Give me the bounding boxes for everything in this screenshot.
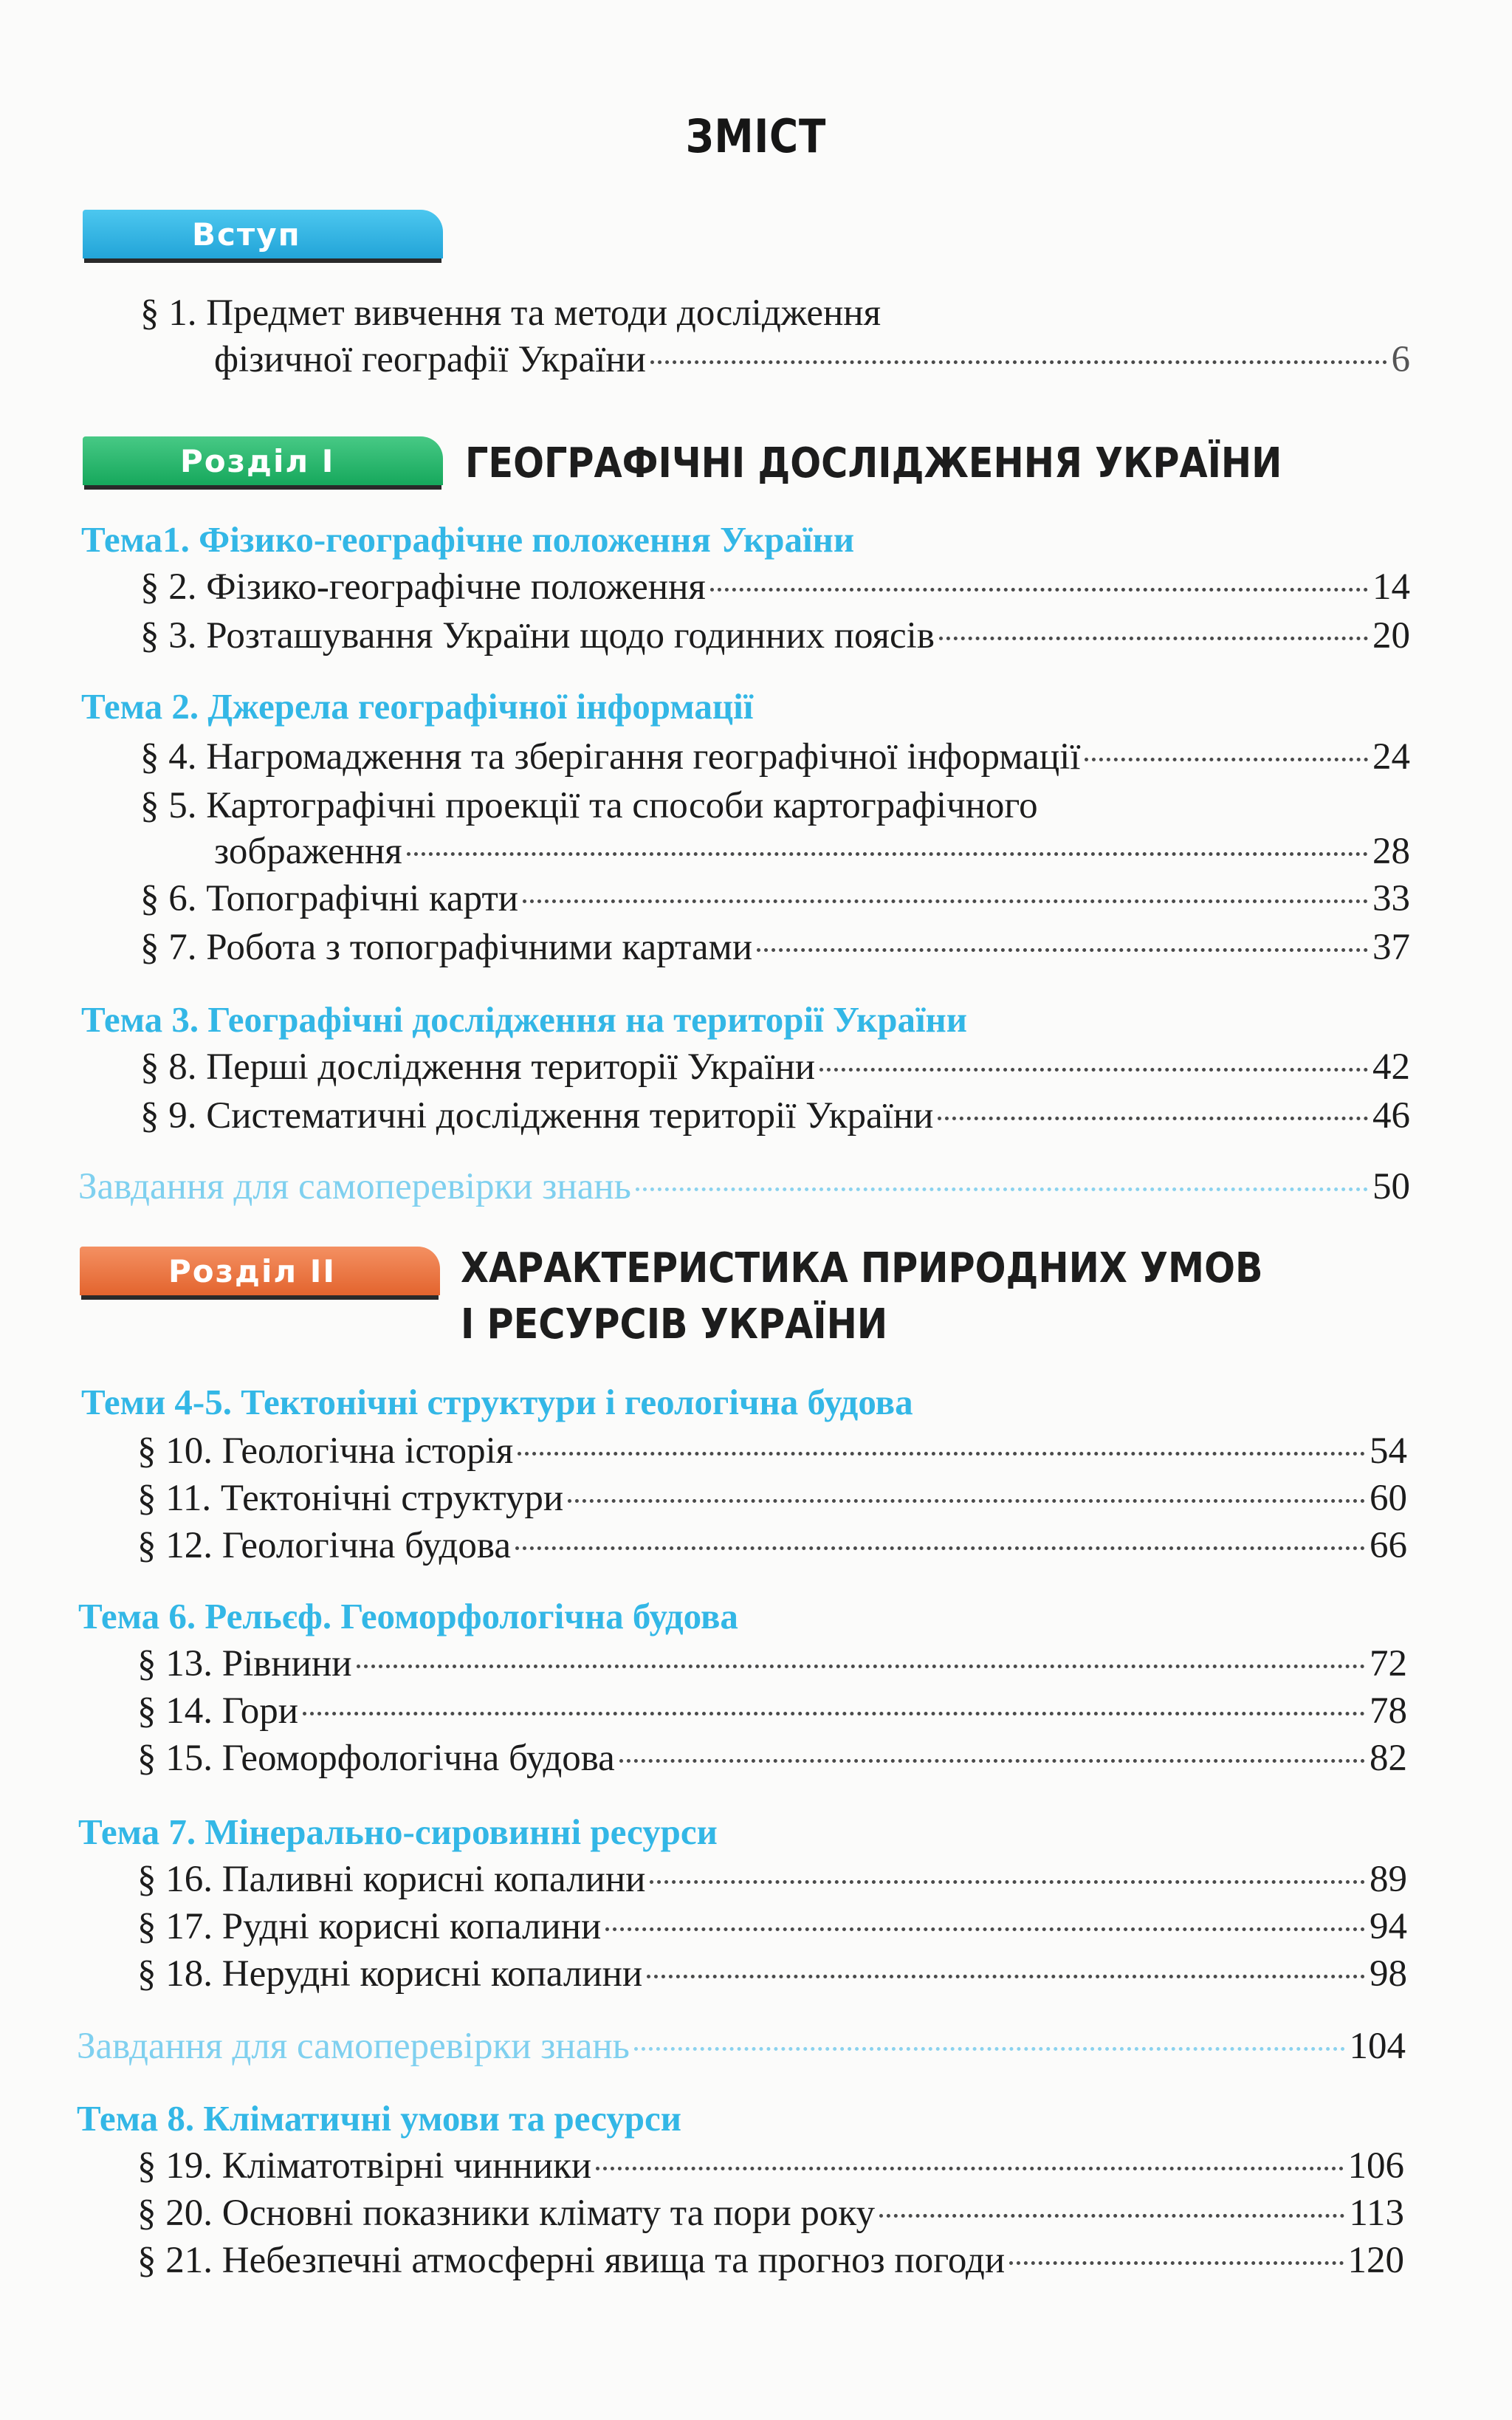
page-title: ЗМІСТ (685, 109, 827, 163)
intro-tab-label: Вступ (192, 216, 301, 253)
self-check-tasks-1[interactable]: Завдання для самоперевірки знань 50 (78, 1166, 1410, 1207)
theme-4-5-title: Теми 4-5. Тектонічні структури і геологічна будова (81, 1382, 913, 1422)
toc-entry-6[interactable]: § 6. Топографічні карти 33 (140, 878, 1410, 919)
toc-entry-21[interactable]: § 21. Небезпечні атмосферні явища та прогноз погоди 120 (137, 2240, 1404, 2281)
section-1-tab-label: Розділ І (180, 442, 335, 479)
section-1-heading: ГЕОГРАФІЧНІ ДОСЛІДЖЕННЯ УКРАЇНИ (465, 439, 1282, 487)
toc-entry-20[interactable]: § 20. Основні показники клімату та пори року 113 (137, 2193, 1404, 2234)
theme-2-title: Тема 2. Джерела географічної інформації (81, 686, 754, 727)
theme-8-title: Тема 8. Кліматичні умови та ресурси (77, 2098, 681, 2139)
toc-entry-14[interactable]: § 14. Гори 78 (137, 1690, 1407, 1732)
toc-entry-9[interactable]: § 9. Систематичні дослідження території України 46 (140, 1095, 1410, 1137)
toc-entry-4[interactable]: § 4. Нагромадження та зберігання географічної інформації 24 (140, 736, 1410, 778)
toc-entry-11[interactable]: § 11. Тектонічні структури 60 (137, 1478, 1407, 1519)
toc-entry-7[interactable]: § 7. Робота з топографічними картами 37 (140, 927, 1410, 968)
toc-entry-3[interactable]: § 3. Розташування України щодо годинних поясів 20 (140, 615, 1410, 657)
section-2-heading-line2: І РЕСУРСІВ УКРАЇНИ (461, 1300, 888, 1348)
toc-entry-19[interactable]: § 19. Кліматотвірні чинники 106 (137, 2145, 1404, 2187)
toc-entry-1[interactable]: фізичної географії України 6 (214, 339, 1410, 380)
toc-entry-2[interactable]: § 2. Фізико-географічне положення 14 (140, 566, 1410, 608)
toc-entry-1-line1: § 1. Предмет вивчення та методи дослідження (140, 292, 882, 334)
toc-entry-5[interactable]: зображення 28 (214, 831, 1410, 872)
self-check-tasks-2[interactable]: Завдання для самоперевірки знань 104 (77, 2026, 1406, 2067)
toc-entry-15[interactable]: § 15. Геоморфологічна будова 82 (137, 1738, 1407, 1779)
intro-tab (83, 210, 443, 258)
section-2-tab-label: Розділ ІІ (168, 1252, 336, 1289)
toc-entry-16[interactable]: § 16. Паливні корисні копалини 89 (137, 1859, 1407, 1900)
section-2-tab (80, 1247, 440, 1295)
toc-entry-13[interactable]: § 13. Рівнини 72 (137, 1643, 1407, 1684)
section-1-tab (83, 436, 443, 485)
toc-entry-18[interactable]: § 18. Нерудні корисні копалини 98 (137, 1953, 1407, 1995)
theme-6-title: Тема 6. Рельєф. Геоморфологічна будова (78, 1596, 738, 1636)
theme-1-title: Тема1. Фізико-географічне положення України (81, 519, 855, 560)
toc-entry-8[interactable]: § 8. Перші дослідження території України 42 (140, 1046, 1410, 1088)
theme-3-title: Тема 3. Географічні дослідження на території України (81, 999, 968, 1040)
toc-entry-10[interactable]: § 10. Геологічна історія 54 (137, 1430, 1407, 1472)
theme-7-title: Тема 7. Мінерально-сировинні ресурси (78, 1811, 718, 1852)
section-2-heading-line1: ХАРАКТЕРИСТИКА ПРИРОДНИХ УМОВ (461, 1244, 1263, 1292)
toc-entry-12[interactable]: § 12. Геологічна будова 66 (137, 1525, 1407, 1566)
toc-entry-17[interactable]: § 17. Рудні корисні копалини 94 (137, 1906, 1407, 1947)
toc-entry-5-line1: § 5. Картографічні проекції та способи картографічного (140, 785, 1038, 826)
